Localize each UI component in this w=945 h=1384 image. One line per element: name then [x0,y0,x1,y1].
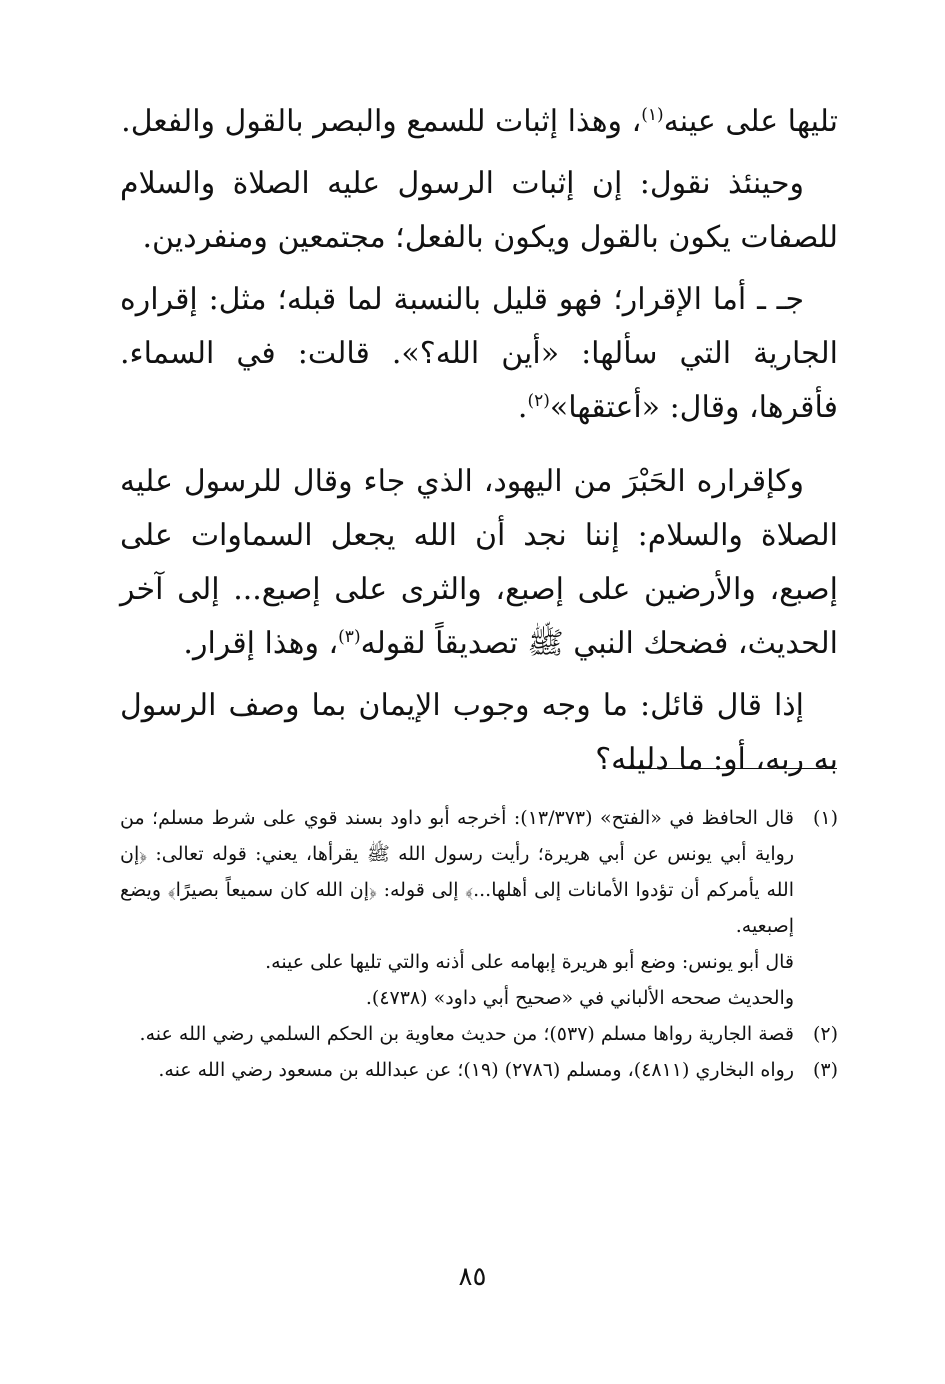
footnote-line: والحديث صححه الألباني في «صحيح أبي داود» (٤٧٣٨). [365,987,794,1009]
paragraph-5: إذا قال قائل: ما وجه وجوب الإيمان بما وصف الرسول به ربه، أو: ما دليله؟ [120,688,838,777]
footnote-number: (٢) [812,1023,838,1045]
paragraph-4: وكإقراره الحَبْرَ من اليهود، الذي جاء وقال للرسول عليه الصلاة والسلام: إننا نجد أن الله يجعل السماوات على إصبع، والأرضين على إصبع، والثرى على إصبع... إلى آخر الحديث، فضحك النبي ﷺ تصديقاً لقوله$^{(٣)}$، وهذا إقرار. [120,464,838,661]
paragraph-1: تليها على عينه$^{(١)}$، وهذا إثبات للسمع والبصر بالقول والفعل. [121,104,838,139]
footnotes [120,800,838,1088]
footnote-number: (١) [812,807,838,829]
footnote-ref-1: (١) [641,105,664,125]
paragraph-3: جـ ـ أما الإقرار؛ فهو قليل بالنسبة لما قبله؛ مثل: إقراره الجارية التي سألها: «أين الله؟». قالت: في السماء. فأقرها، وقال: «أعتقها»$^{(٢)}$. [120,282,838,425]
footnote-number: (٣) [812,1059,838,1081]
footnote-3 [120,1052,838,1088]
footnote-separator [625,768,837,769]
footnote-line: قال أبو يونس: وضع أبو هريرة إبهامه على أذنه والتي تليها على عينه. [265,951,794,973]
footnote-ref-3: (٣) [338,627,361,647]
footnote-line: قصة الجارية رواها مسلم (٥٣٧)؛ من حديث معاوية بن الحكم السلمي رضي الله عنه. [139,1023,794,1045]
footnote-line: قال الحافظ في «الفتح» (١٣/٣٧٣): أخرجه أبو داود بسند قوي على شرط مسلم؛ من رواية أبي يونس عن أبي هريرة؛ رأيت رسول الله ﷺ يقرأها، يعني: قوله تعالى: ﴿إن الله يأمركم أن تؤدوا الأمانات إلى أهلها...﴾ إلى قوله: ﴿إن الله كان سميعاً بصيرًا﴾ ويضع إصبعيه. [120,807,794,937]
main-text [120,95,838,787]
page-number: ٨٥ [458,1262,487,1292]
footnote-1 [120,800,838,1016]
paragraph-2: وحينئذ نقول: إن إثبات الرسول عليه الصلاة والسلام للصفات يكون بالقول ويكون بالفعل؛ مجتمعين ومنفردين. [120,166,838,255]
footnote-line: رواه البخاري (٤٨١١)، ومسلم (٢٧٨٦) (١٩)؛ عن عبدالله بن مسعود رضي الله عنه. [158,1059,794,1081]
footnote-2 [120,1016,838,1052]
footnote-ref-2: (٢) [527,391,550,411]
